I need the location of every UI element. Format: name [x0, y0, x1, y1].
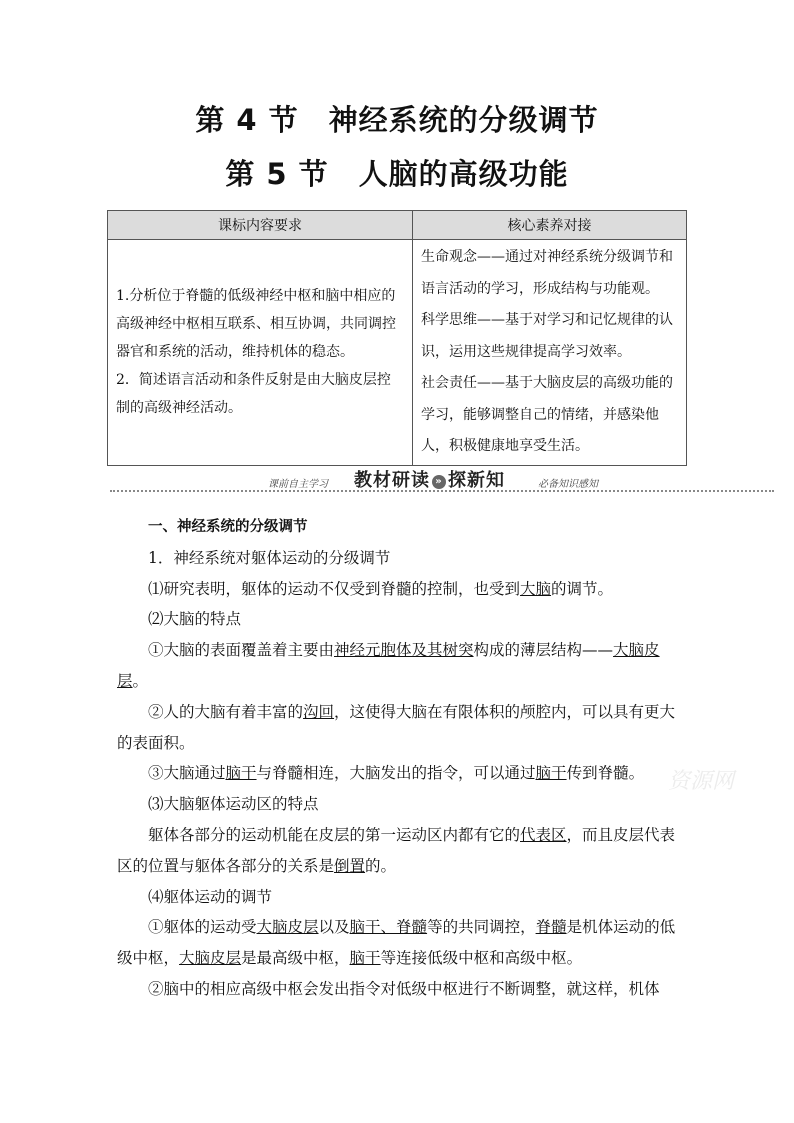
- paragraph-2: ⑵大脑的特点: [148, 610, 242, 629]
- banner-title-part2: 探新知: [448, 470, 505, 491]
- paragraph-4: ②人的大脑有着丰富的沟回，这使得大脑在有限体积的颅腔内，可以具有更大的表面积。: [117, 702, 676, 752]
- core-competence-cell: [413, 240, 687, 466]
- blank-answer: 代表区: [520, 825, 567, 844]
- banner-title: [354, 466, 505, 492]
- competence-3: 社会责任——基于大脑皮层的高级功能的学习，能够调整自己的情绪，并感染他人，积极健康地享受生活。: [421, 375, 673, 454]
- paragraph-10: ②脑中的相应高级中枢会发出指令对低级中枢进行不断调整，就这样，机体: [148, 979, 660, 998]
- banner-left-label: 课前自主学习: [268, 479, 328, 490]
- paragraph-1: ⑴研究表明，躯体的运动不仅受到脊髓的控制，也受到大脑的调节。: [148, 579, 614, 598]
- section1-heading: 一、神经系统的分级调节: [148, 519, 308, 535]
- blank-answer: 大脑皮层: [256, 918, 319, 937]
- blank-answer: 大脑皮层: [179, 949, 242, 968]
- subheading-1: 1．神经系统对躯体运动的分级调节: [148, 548, 391, 567]
- blank-answer: 脑干: [225, 764, 257, 783]
- table-header-left: 课标内容要求: [108, 211, 413, 240]
- table-header-right: 核心素养对接: [413, 211, 687, 240]
- paragraph-8: ⑷躯体运动的调节: [148, 887, 273, 906]
- competence-2: 科学思维——基于对学习和记忆规律的认识，运用这些规律提高学习效率。: [421, 312, 673, 360]
- blank-answer: 脑干: [535, 764, 567, 783]
- banner-title-part1: 教材研读: [354, 470, 430, 491]
- blank-answer: 脑干: [349, 949, 381, 968]
- watermark: 资源网: [668, 769, 735, 794]
- paragraph-6: ⑶大脑躯体运动区的特点: [148, 795, 319, 814]
- curriculum-requirements-cell: [108, 240, 413, 466]
- paragraph-3: ①大脑的表面覆盖着主要由神经元胞体及其树突构成的薄层结构——大脑皮层。: [117, 641, 660, 690]
- banner-right-label: 必备知识感知: [538, 479, 598, 490]
- main-content: [117, 512, 682, 1005]
- blank-answer: 脑干、脊髓: [349, 918, 428, 937]
- paragraph-7: 躯体各部分的运动机能在皮层的第一运动区内都有它的代表区，而且皮层代表区的位置与躯体各部分的关系是倒置的。: [117, 825, 676, 875]
- blank-answer: 大脑皮层: [117, 641, 660, 690]
- competence-1: 生命观念——通过对神经系统分级调节和语言活动的学习，形成结构与功能观。: [421, 249, 673, 297]
- blank-answer: 沟回: [303, 702, 335, 721]
- blank-answer: 大脑: [520, 579, 552, 598]
- requirement-1: 1.分析位于脊髓的低级神经中枢和脑中相应的高级神经中枢相互联系、相互协调，共同调控器官和系统的活动，维持机体的稳态。: [116, 288, 396, 361]
- banner-divider: [110, 490, 774, 492]
- section-title-5: 第 5 节 人脑的高级功能: [225, 157, 569, 191]
- blank-answer: 倒置: [334, 856, 366, 875]
- section-banner: [110, 466, 774, 496]
- chevron-right-icon: »: [432, 475, 446, 489]
- blank-answer: 神经元胞体及其树突: [334, 641, 474, 660]
- paragraph-5: ③大脑通过脑干与脊髓相连，大脑发出的指令，可以通过脑干传到脊髓。: [148, 764, 645, 783]
- requirement-2: 2．简述语言活动和条件反射是由大脑皮层控制的高级神经活动。: [116, 372, 391, 417]
- paragraph-9: ①躯体的运动受大脑皮层以及脑干、脊髓等的共同调控，脊髓是机体运动的低级中枢，大脑皮层是最高级中枢，脑干等连接低级中枢和高级中枢。: [117, 918, 676, 968]
- section-title-4: 第 4 节 神经系统的分级调节: [195, 103, 599, 137]
- standards-table: [107, 210, 687, 466]
- blank-answer: 脊髓: [535, 918, 567, 937]
